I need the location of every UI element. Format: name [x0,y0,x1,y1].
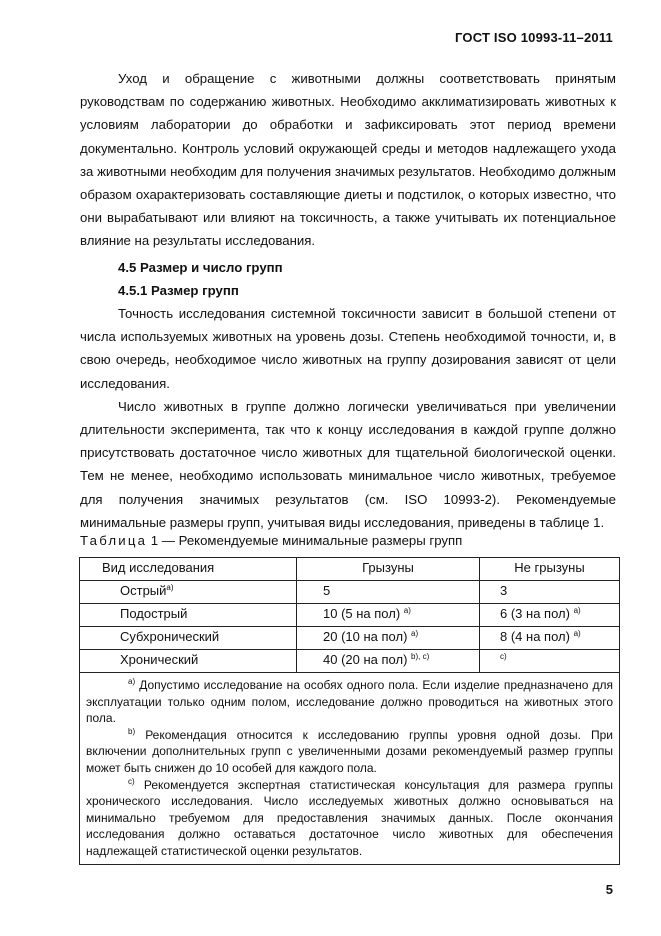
subsection-heading: 4.5.1 Размер групп [118,282,239,298]
cell-type: Хронический [80,650,297,673]
cell-rodents: 40 (20 на пол) $^{b), c)}$ [297,650,480,673]
page-number: 5 [605,882,613,897]
group-size-table [79,557,620,865]
table-row [80,650,620,673]
cell-rodents: 5 [297,581,480,604]
cell-non-rodents: 6 (3 на пол) $^{a)}$ [480,604,620,627]
document-header: ГОСТ ISO 10993-11–2011 [455,30,613,45]
table-notes-row [80,673,620,865]
cell-type: Субхронический [80,627,297,650]
table-notes [80,673,620,865]
table-header-row [80,558,620,581]
table-caption [80,533,462,548]
note-a: $^{a)}$ Допустимо исследование на особях одного пола. Если изделие предназначено для эксплуатации только одним полом, исследование должно проводиться на животных этого пола. [86,677,613,726]
header-rodents: Грызуны [297,558,480,581]
cell-type: Подострый [80,604,297,627]
paragraph-group-size: Число животных в группе должно логически увеличиваться при увеличении длительности эксперимента, так что к концу исследования в каждой группе должно присутствовать достаточное число животных для тщательной биологической оценки. Тем не менее, необходимо использовать минимальное число животных, требуемое для получения значимых результатов (см. ISO 10993-2). Рекомендуемые минимальные размеры групп, учитывая виды исследования, приведены в таблице 1. [80,398,616,530]
cell-rodents: 10 (5 на пол) $^{a)}$ [297,604,480,627]
paragraph-animal-care: Уход и обращение с животными должны соответствовать принятым руководствам по содержанию животных. Необходимо акклиматизировать животных к условиям лаборатории до обработки и зафиксировать этот период времени документально. Контроль условий окружающей среды и методов надлежащего ухода за животными необходим для получения значимых результатов. Необходимо должным образом охарактеризовать составляющие диеты и подстилок, о которых известно, что они вырабатывают или влияют на токсичность, а также учитывать их потенциальное влияние на результаты исследования. [80,71,616,249]
table-row [80,581,620,604]
table-row [80,627,620,650]
cell-non-rodents: c) [480,650,620,673]
cell-type: Острый$^{a)}$ [80,581,297,604]
note-b: $^{b)}$ Рекомендация относится к исследованию группы уровня одной дозы. При включении дополнительных групп с увеличенными дозами рекомендуемый размер группы может быть снижен до 10 особей для каждого пола. [86,726,613,775]
note-c: $^{c)}$ Рекомендуется экспертная статистическая консультация для размера группы хронического исследования. Число исследуемых животных должно основываться на минимально требуемом для предоставления значимых данных. После окончания исследования должно оставаться достаточное число животных для обеспечения надлежащей статистической оценки результатов. [86,776,613,858]
paragraph-precision: Точность исследования системной токсичности зависит в большой степени от числа используемых животных на уровень дозы. Степень необходимой точности, и, в свою очередь, необходимое число животных на группу дозирования зависят от цели исследования. [80,306,616,391]
table-caption-text: 1 — Рекомендуемые минимальные размеры групп [147,533,463,548]
cell-non-rodents: 3 [480,581,620,604]
table-row [80,604,620,627]
table-caption-word: Таблица [80,533,148,548]
cell-rodents: 20 (10 на пол) $^{a)}$ [297,627,480,650]
section-heading: 4.5 Размер и число групп [118,259,283,275]
header-non-rodents: Не грызуны [480,558,620,581]
main-text [80,67,616,534]
header-study-type: Вид исследования [80,558,297,581]
cell-non-rodents: 8 (4 на пол) $^{a)}$ [480,627,620,650]
